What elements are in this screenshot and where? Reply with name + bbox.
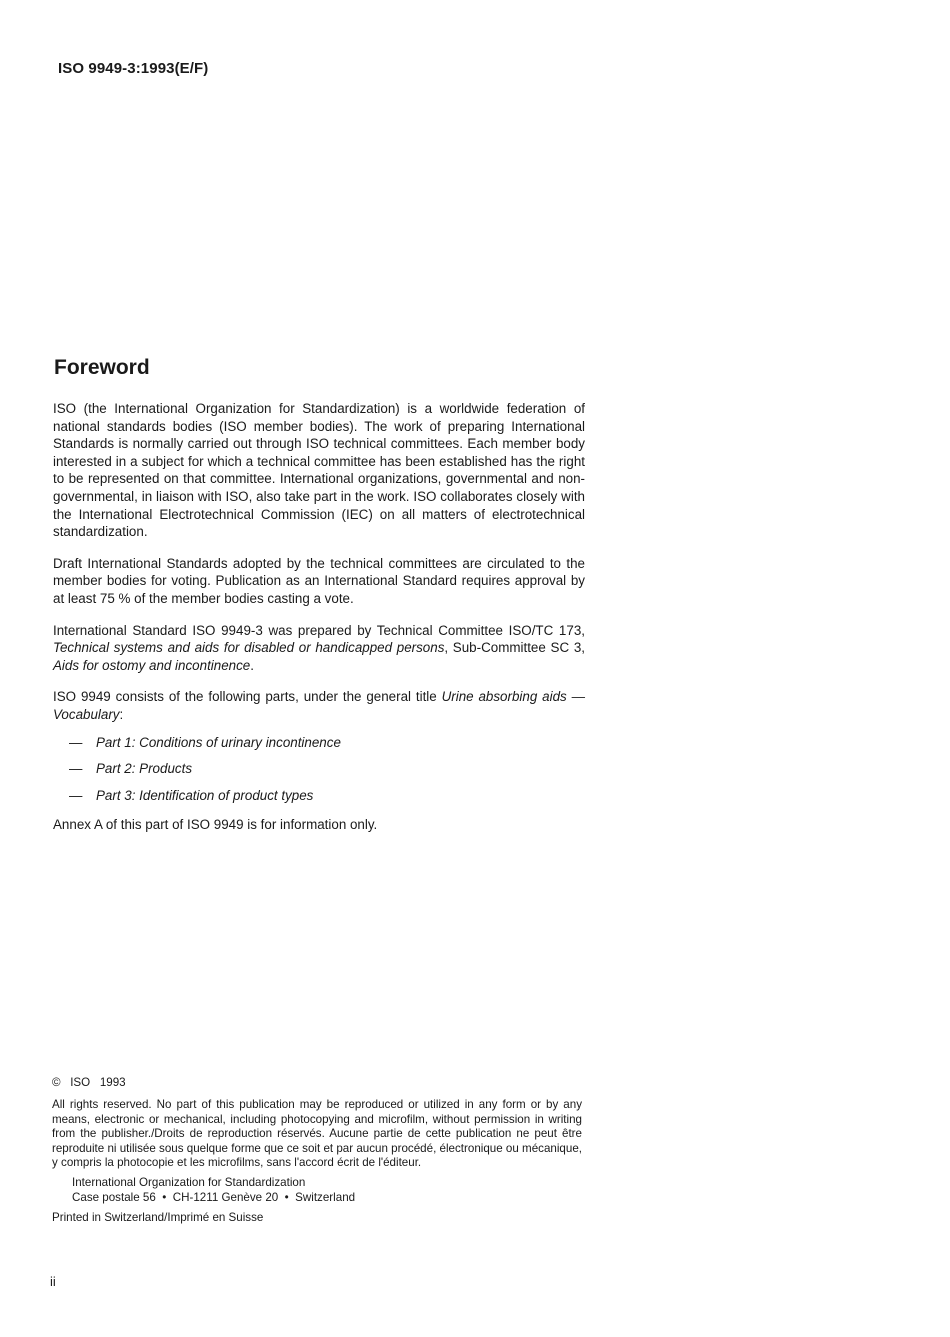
list-dash: — bbox=[69, 734, 83, 750]
foreword-paragraph-2: Draft International Standards adopted by the technical committees are circulated to the member bodies for voting. Publication as an International Standard requires approval by at least 75 % of the member bodies casting a vote. bbox=[53, 555, 585, 606]
printed-notice: Printed in Switzerland/Imprimé en Suisse bbox=[52, 1211, 264, 1225]
postal-address: Case postale 56 • CH-1211 Genève 20 • Switzerland bbox=[72, 1190, 356, 1204]
page-number: ii bbox=[50, 1274, 56, 1289]
publisher-address bbox=[72, 1176, 582, 1205]
committee-title: Technical systems and aids for disabled or handicapped persons bbox=[53, 640, 445, 656]
list-item bbox=[53, 760, 585, 778]
organization-name: International Organization for Standardization bbox=[72, 1176, 306, 1190]
foreword-paragraph-5: Annex A of this part of ISO 9949 is for information only. bbox=[53, 817, 378, 833]
foreword-body bbox=[53, 400, 585, 848]
part-label: Part 3: Identification of product types bbox=[96, 787, 314, 803]
list-item bbox=[53, 734, 585, 752]
list-dash: — bbox=[69, 787, 83, 803]
foreword-title: Foreword bbox=[54, 356, 150, 379]
paragraph-3-text-c: . bbox=[250, 657, 254, 673]
list-item bbox=[53, 787, 585, 805]
document-id: ISO 9949-3:1993(E/F) bbox=[58, 60, 209, 77]
copyright-block bbox=[52, 1076, 582, 1226]
part-label: Part 1: Conditions of urinary incontinence bbox=[96, 734, 341, 750]
copyright-line: © ISO 1993 bbox=[52, 1076, 126, 1089]
foreword-paragraph-3 bbox=[53, 622, 585, 675]
paragraph-4-text-a: ISO 9949 consists of the following parts, under the general title bbox=[53, 689, 442, 705]
paragraph-3-text-a: International Standard ISO 9949-3 was prepared by Technical Committee ISO/TC 173, bbox=[53, 622, 585, 638]
foreword-paragraph-4 bbox=[53, 688, 585, 723]
subcommittee-title: Aids for ostomy and incontinence bbox=[53, 657, 251, 673]
paragraph-3-text-b: , Sub-Committee SC 3, bbox=[444, 640, 585, 656]
parts-list bbox=[53, 734, 585, 805]
paragraph-4-text-b: : bbox=[119, 706, 124, 722]
part-label: Part 2: Products bbox=[96, 761, 193, 777]
general-title: Urine absorbing aids — Vocabulary bbox=[53, 689, 585, 722]
list-dash: — bbox=[69, 761, 83, 777]
foreword-paragraph-1: ISO (the International Organization for Standardization) is a worldwide federation of national standards bodies (ISO member bodies). The work of preparing International Standards is normally carried out through ISO technical committees. Each member body interested in a subject for which a technical committee has been established has the right to be represented on that committee. International organizations, governmental and non-governmental, in liaison with ISO, also take part in the work. ISO collaborates closely with the International Electrotechnical Commission (IEC) on all matters of electrotechnical standardization. bbox=[53, 401, 585, 540]
rights-notice: All rights reserved. No part of this publication may be reproduced or utilized in any form or by any means, electronic or mechanical, including photocopying and microfilm, without permission in writing from the publisher./Droits de reproduction réservés. Aucune partie de cette publication ne peut être reproduite ni utilisée sous quelque forme que ce soit et par aucun procédé, électronique ou mécanique, y compris la photocopie et les microfilms, sans l'accord écrit de l'éditeur. bbox=[52, 1098, 582, 1170]
